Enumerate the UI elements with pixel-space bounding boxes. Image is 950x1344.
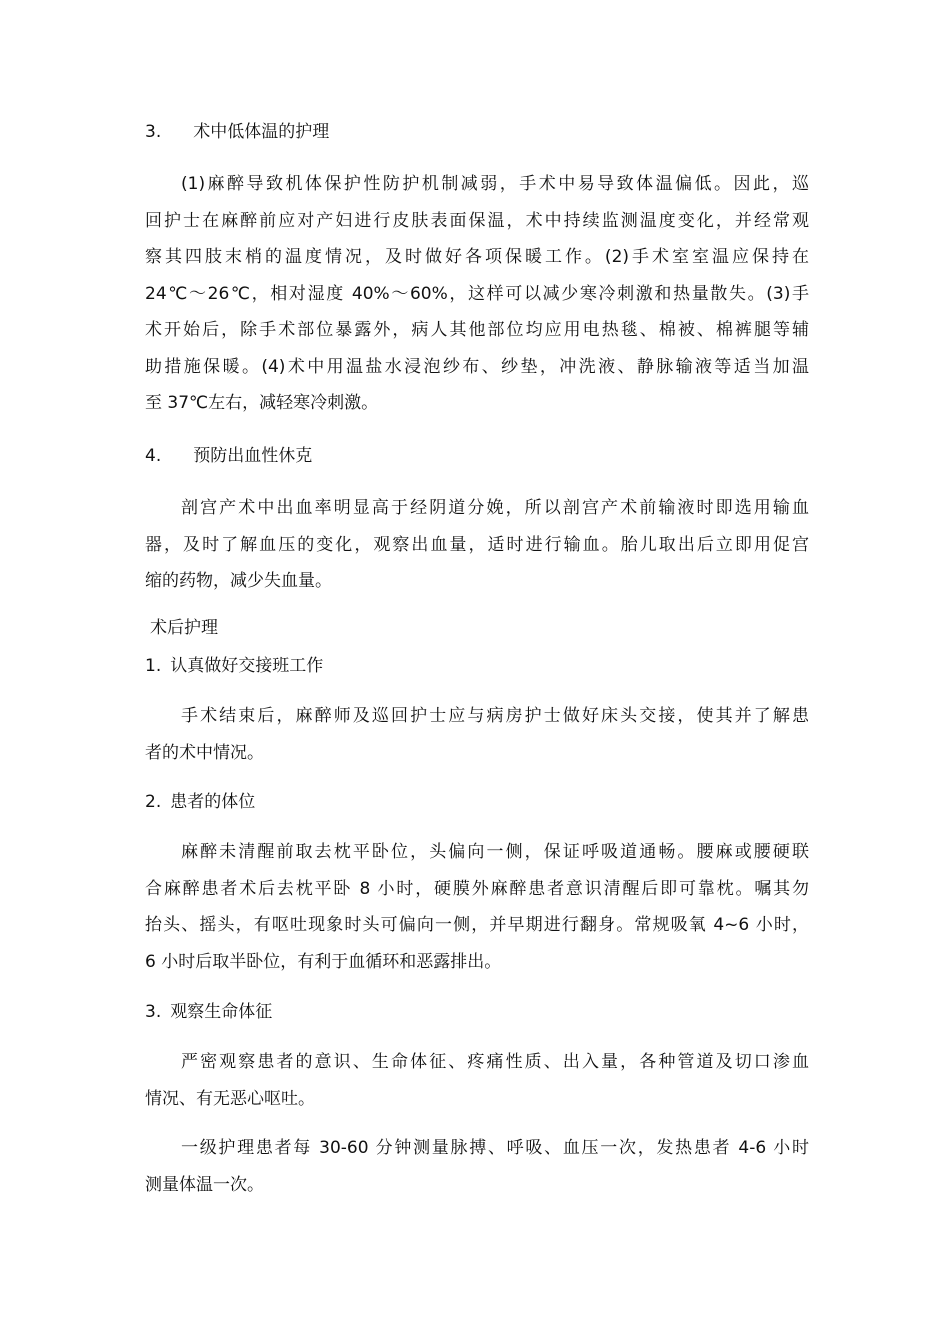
item-3-heading	[145, 1000, 272, 1024]
paragraph-line: 剖宫产术中出血率明显高于经阴道分娩，所以剖宫产术前输液时即选用输血	[181, 498, 809, 518]
section-4-number: 4.	[145, 446, 162, 466]
section-3-paragraph	[145, 166, 809, 422]
paragraph-line: 器，及时了解血压的变化，观察出血量，适时进行输血。胎儿取出后立即用促宫	[145, 534, 809, 555]
section-3-heading	[145, 120, 329, 144]
paragraph-line: 察其四肢末梢的温度情况，及时做好各项保暖工作。(2)手术室室温应保持在	[145, 247, 809, 267]
section-3-title: 术中低体温的护理	[193, 122, 330, 142]
paragraph-line: 测量体温一次。	[145, 1174, 264, 1195]
paragraph-line: 情况、有无恶心呕吐。	[145, 1088, 315, 1109]
item-3-title: 观察生命体征	[170, 1002, 273, 1022]
paragraph-line: 手术结束后，麻醉师及巡回护士应与病房护士做好床头交接，使其并了解患	[181, 706, 809, 726]
section-3-number: 3.	[145, 122, 162, 142]
paragraph-line: 严密观察患者的意识、生命体征、疼痛性质、出入量，各种管道及切口渗血	[181, 1052, 809, 1072]
item-2-number: 2.	[145, 792, 162, 812]
item-1-heading	[145, 654, 323, 678]
postop-title: 术后护理	[150, 618, 218, 638]
paragraph-line: (1)麻醉导致机体保护性防护机制减弱，手术中易导致体温偏低。因此，巡	[181, 174, 809, 194]
paragraph-line: 6 小时后取半卧位，有利于血循环和恶露排出。	[145, 951, 502, 972]
paragraph-line: 麻醉未清醒前取去枕平卧位，头偏向一侧，保证呼吸道通畅。腰麻或腰硬联	[181, 842, 809, 862]
paragraph-line: 24℃～26℃，相对湿度 40%～60%，这样可以减少寒冷刺激和热量散失。(3)手	[145, 283, 809, 304]
paragraph-line: 回护士在麻醉前应对产妇进行皮肤表面保温，术中持续监测温度变化，并经常观	[145, 210, 809, 231]
paragraph-line: 者的术中情况。	[145, 742, 264, 763]
item-2-heading	[145, 790, 255, 814]
section-4-title: 预防出血性休克	[193, 446, 313, 466]
item-1-title: 认真做好交接班工作	[170, 656, 324, 676]
item-2-paragraph	[145, 834, 809, 980]
section-4-heading	[145, 444, 312, 468]
paragraph-line: 抬头、摇头，有呕吐现象时头可偏向一侧，并早期进行翻身。常规吸氧 4~6 小时，	[145, 915, 809, 935]
paragraph-line: 合麻醉患者术后去枕平卧 8 小时，硬膜外麻醉患者意识清醒后即可靠枕。嘱其勿	[145, 878, 809, 899]
section-4-paragraph	[145, 490, 809, 600]
paragraph-line: 缩的药物，减少失血量。	[145, 571, 332, 591]
paragraph-line: 至 37℃左右，减轻寒冷刺激。	[145, 393, 379, 413]
paragraph-line: 术开始后，除手术部位暴露外，病人其他部位均应用电热毯、棉被、棉裤腿等辅	[145, 320, 809, 340]
paragraph-line: 一级护理患者每 30-60 分钟测量脉搏、呼吸、血压一次，发热患者 4-6 小时	[181, 1138, 809, 1158]
item-2-title: 患者的体位	[170, 792, 256, 812]
item-1-number: 1.	[145, 656, 162, 676]
item-1-paragraph	[145, 698, 809, 771]
paragraph-line: 助措施保暖。(4)术中用温盐水浸泡纱布、纱垫，冲洗液、静脉输液等适当加温	[145, 356, 809, 377]
postop-heading	[150, 616, 218, 640]
item-3-paragraph-1	[145, 1044, 809, 1117]
item-3-paragraph-2	[145, 1130, 809, 1203]
item-3-number: 3.	[145, 1002, 162, 1022]
